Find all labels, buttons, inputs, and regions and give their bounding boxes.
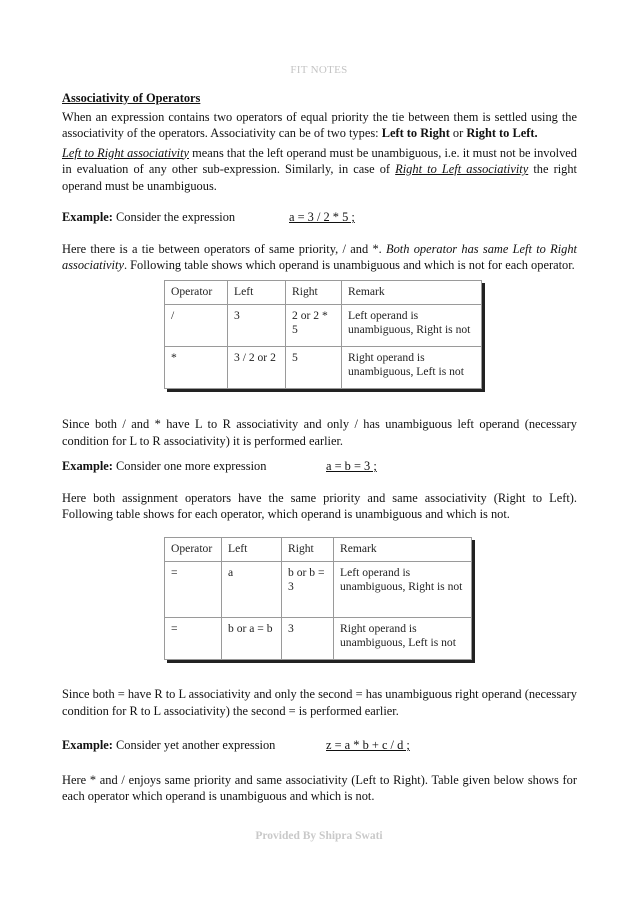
table-cell: 3 [282,617,334,659]
table-cell: b or a = b [222,617,282,659]
document-body-2 [62,416,577,523]
table-cell: Right [282,538,334,562]
conclusion-paragraph-1: Since both / and * have L to R associativity and only / has unambiguous left operand (necessary condition for L to R associativity) it is performed earlier. [62,417,577,448]
table-cell: = [165,617,222,659]
table-cell: = [165,561,222,617]
table-cell: Left operand is unambiguous, Right is not [334,561,472,617]
document-body [62,90,577,274]
associativity-definition: Left to Right associativity means that the left operand must be unambiguous, i.e. it must not be involved in evaluation of any other sub-expression. Similarly, in case of Right to Left associativity the right operand must be unambiguous. [62,145,577,193]
example-2-expression: a = b = 3 ; [326,459,377,473]
table-row [165,346,482,388]
table-cell: Remark [342,281,482,305]
table-cell: Left [222,538,282,562]
table-cell: 5 [286,346,342,388]
table-row [165,617,472,659]
assignment-paragraph: Here both assignment operators have the same priority and same associativity (Right to Left). Following table shows for each operator, which operand is unambiguous and which is not. [62,490,577,521]
tie-paragraph: Here there is a tie between operators of same priority, / and *. Both operator has same Left to Right associativity. Following table shows which operand is unambiguous and which is not for each operator. [62,241,577,272]
table-cell: 2 or 2 * 5 [286,304,342,346]
table-cell: a [222,561,282,617]
table-cell: Operator [165,538,222,562]
example-1-expression: a = 3 / 2 * 5 ; [289,210,355,224]
table-cell: Right operand is unambiguous, Left is not [334,617,472,659]
table-header-row [165,281,482,305]
associativity-table-2 [164,537,472,660]
table-row [165,561,472,617]
example-2: Example: Consider one more expression a = b = 3 ; [62,459,377,473]
table-row [165,304,482,346]
table-cell: Right [286,281,342,305]
conclusion-paragraph-2: Since both = have R to L associativity and only the second = has unambiguous right operand (necessary condition for R to L associativity) the second = is performed earlier. [62,687,577,718]
table-cell: 3 [228,304,286,346]
example-3-expression: z = a * b + c / d ; [326,738,410,752]
table-cell: b or b = 3 [282,561,334,617]
section-title: Associativity of Operators [62,91,201,105]
page-footer: Provided By Shipra Swati [255,830,383,842]
table-cell: 3 / 2 or 2 [228,346,286,388]
table-cell: Remark [334,538,472,562]
table-cell: Left [228,281,286,305]
table-cell: Operator [165,281,228,305]
table-cell: Right operand is unambiguous, Left is not [342,346,482,388]
page-header: FIT NOTES [290,64,348,76]
table-cell: / [165,304,228,346]
example-3: Example: Consider yet another expression z = a * b + c / d ; [62,738,410,752]
final-paragraph: Here * and / enjoys same priority and same associativity (Left to Right). Table given below shows for each operator which operand is unambiguous and which is not. [62,772,577,803]
intro-paragraph: When an expression contains two operators of equal priority the tie between them is settled using the associativity of the operators. Associativity can be of two types: Left to Right or Right to Left. [62,109,577,140]
table-cell: * [165,346,228,388]
table-cell: Left operand is unambiguous, Right is not [342,304,482,346]
associativity-table-1 [164,280,482,389]
document-body-3 [62,686,577,805]
table-header-row [165,538,472,562]
example-1: Example: Consider the expression a = 3 / 2 * 5 ; [62,210,355,224]
